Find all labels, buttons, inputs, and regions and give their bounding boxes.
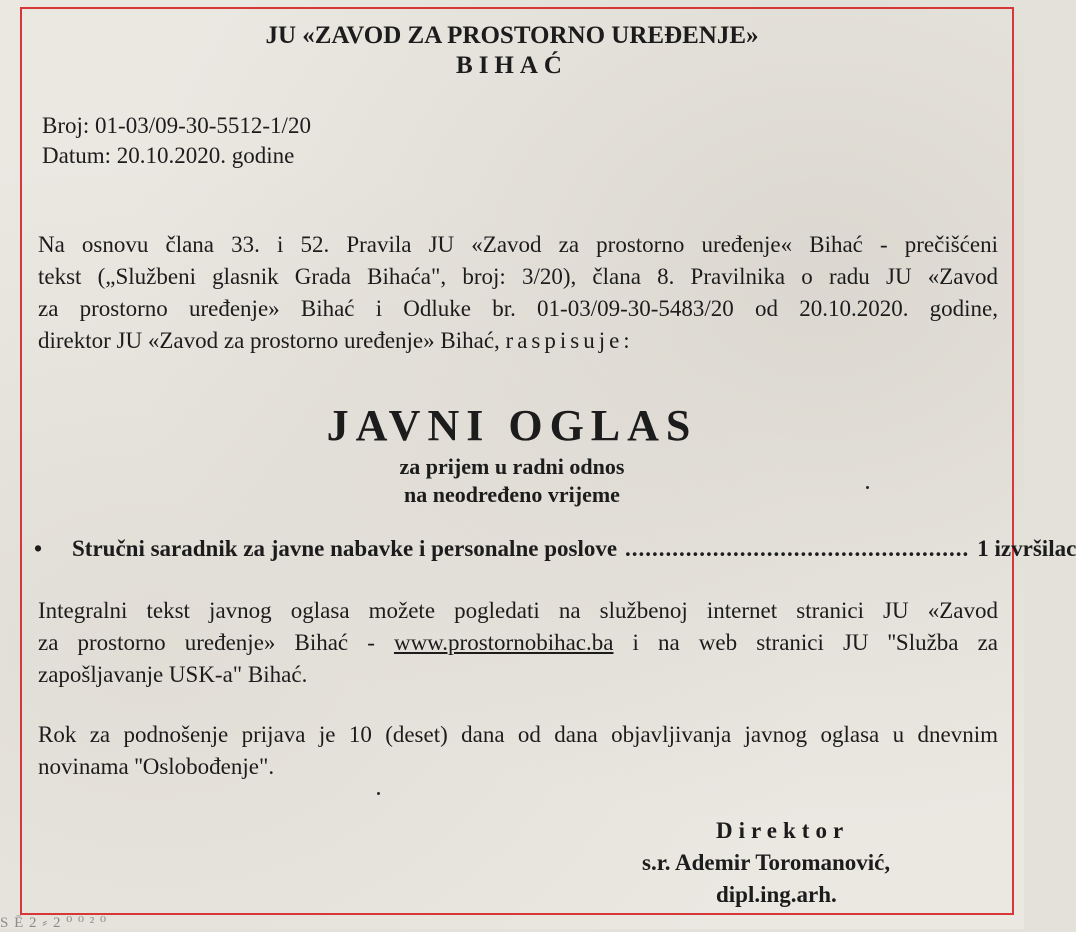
signature-name: s.r. Ademir Toromanović, [642, 850, 891, 875]
ad-title: JAVNI OGLAS [326, 401, 698, 450]
leader-dots: ................................................... [625, 536, 970, 561]
signature-degree: dipl.ing.arh. [716, 882, 837, 907]
signature-title: Direktor [716, 818, 850, 843]
position-title: Stručni saradnik za javne nabavke i personalne poslove [72, 536, 618, 561]
integral-line-1: Integralni tekst javnog oglasa možete pogledati na službenoj internet stranici JU «Zavod [38, 598, 998, 623]
integral-line-3: zapošljavanje USK-a" Bihać. [38, 662, 308, 687]
intro-line-4 [38, 328, 998, 354]
ad-subtitle-1: za prijem u radni odnos [399, 454, 625, 479]
document-date: Datum: 20.10.2020. godine [42, 143, 295, 168]
intro-line-1: Na osnovu člana 33. i 52. Pravila JU «Zavod za prostorno uređenje« Bihać - prečišćeni [38, 232, 998, 257]
bullet-icon: • [34, 536, 43, 561]
print-speck [377, 792, 380, 795]
document-number: Broj: 01-03/09-30-5512-1/20 [42, 113, 311, 138]
deadline-line-1: Rok za podnošenje prijava je 10 (deset) dana od dana objavljivanja javnog oglasa u dnevnim [38, 722, 998, 747]
integral-line-2-before: za prostorno uređenje» Bihać - [38, 630, 375, 655]
organization-heading: JU «ZAVOD ZA PROSTORNO UREĐENJE» [265, 22, 759, 49]
raspisuje-text: raspisuje: [505, 328, 634, 353]
integral-line-2 [38, 630, 998, 656]
intro-line-3: za prostorno uređenje» Bihać i Odluke br. 01-03/09-30-5483/20 od 20.10.2020. godine, [38, 296, 998, 321]
position-count: 1 izvršilac [977, 536, 1076, 561]
deadline-line-2: novinama ''Oslobođenje". [38, 754, 275, 779]
bleed-through-text: S Ē 2 ⸗ 2 ⁰ ⁰ ² ⁰ [0, 915, 108, 931]
integral-line-2-after: i na web stranici JU ''Služba za [632, 630, 998, 655]
intro-line-4-text: direktor JU «Zavod za prostorno uređenje» Bihać, [38, 328, 500, 353]
website-link[interactable]: www.prostornobihac.ba [393, 630, 614, 655]
position-item [34, 536, 1076, 562]
city-heading: BIHAĆ [456, 52, 568, 79]
print-speck [866, 486, 869, 489]
ad-subtitle-2: na neodređeno vrijeme [404, 482, 620, 507]
intro-line-2: tekst („Službeni glasnik Grada Bihaća", broj: 3/20), člana 8. Pravilnika o radu JU «Zavod [38, 264, 998, 289]
